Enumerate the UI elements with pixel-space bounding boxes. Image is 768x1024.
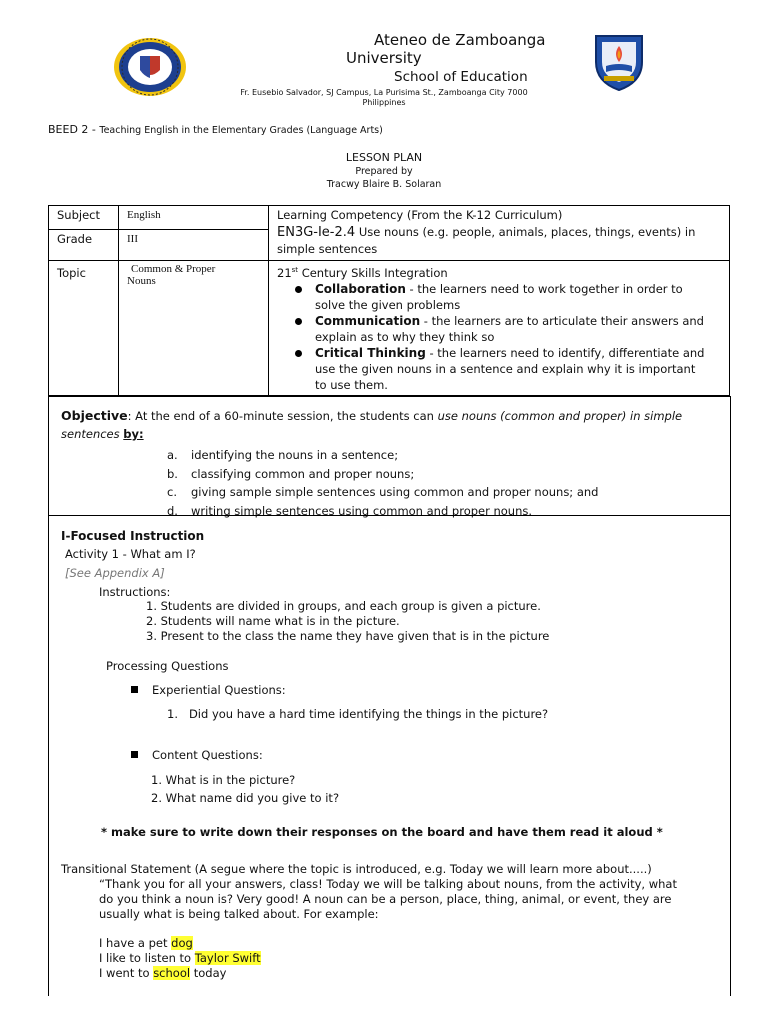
list-item: a. identifying the nouns in a sentence;: [167, 448, 399, 462]
bullet-icon: [295, 286, 302, 293]
competency-cell: [269, 206, 730, 261]
topic-value-line1: Common & Proper: [131, 263, 216, 275]
content-questions-label: Content Questions:: [131, 748, 263, 762]
lesson-info-table: [48, 205, 730, 396]
skill-item: Communication - the learners are to articulate their answers and explain as to why they think so: [277, 313, 721, 345]
skills-cell: [269, 261, 730, 396]
table-row-topic: [49, 261, 730, 396]
example-sentence: I went to school today: [99, 966, 227, 980]
school-of-education-logo: [592, 32, 646, 92]
list-item: d. writing simple sentences using common and proper nouns.: [167, 503, 533, 518]
board-note: * make sure to write down their responses on the board and have them read it aloud *: [101, 825, 663, 839]
competency-text1: Use nouns (e.g. people, animals, places, things, events) in: [358, 225, 696, 239]
university-name-line1: Ateneo de Zamboanga: [374, 31, 546, 49]
subject-value: English: [119, 206, 269, 230]
bullet-icon: [295, 350, 302, 357]
skills-heading: 21st Century Skills Integration: [277, 265, 448, 280]
appendix-note: [See Appendix A]: [65, 566, 165, 580]
lesson-title: LESSON PLAN: [345, 151, 423, 164]
list-item: 2. Students will name what is in the picture.: [146, 614, 400, 628]
list-item: 1. Students are divided in groups, and each group is given a picture.: [146, 599, 541, 613]
topic-value: [119, 261, 269, 396]
university-name-line2: University: [346, 49, 422, 67]
author-name: Tracwy Blaire B. Solaran: [326, 179, 442, 190]
list-item: 3. Present to the class the name they have given that is in the picture: [146, 629, 550, 643]
highlighted-noun: school: [153, 966, 191, 980]
objective-list: [167, 446, 598, 520]
competency-text2: simple sentences: [277, 242, 378, 256]
objective-label: Objective: [61, 408, 128, 423]
competency-code: EN3G-Ie-2.4: [277, 225, 356, 240]
list-item: c. giving sample simple sentences using common and proper nouns; and: [167, 485, 599, 499]
prepared-by-label: Prepared by: [355, 166, 413, 177]
subject-label: Subject: [49, 206, 119, 230]
skill-item: Critical Thinking - the learners need to identify, differentiate and use the given nouns in a sentence and explain why it is important to use them.: [277, 345, 721, 393]
address-line1: Fr. Eusebio Salvador, SJ Campus, La Purisima St., Zamboanga City 7000: [240, 88, 528, 97]
example-sentence: I like to listen to Taylor Swift: [99, 951, 261, 965]
competency-label: Learning Competency (From the K-12 Curriculum): [277, 208, 563, 222]
instruction-box: [48, 515, 731, 996]
transition-heading: Transitional Statement (A segue where the topic is introduced, e.g. Today we will learn more about.....): [61, 862, 652, 876]
topic-value-line2: Nouns: [127, 275, 156, 287]
topic-label: Topic: [49, 261, 119, 396]
grade-value: III: [119, 230, 269, 261]
list-item: b. classifying common and proper nouns;: [167, 466, 415, 481]
skill-item: Collaboration - the learners need to work together in order to solve the given problems: [277, 281, 721, 313]
highlighted-noun: Taylor Swift: [194, 951, 261, 965]
highlighted-noun: dog: [171, 936, 193, 950]
course-line: [48, 123, 383, 136]
instructions-label: Instructions:: [99, 585, 171, 599]
examples: [99, 936, 261, 981]
objective-line1: Objective: At the end of a 60-minute session, the students can use nouns (common and proper) in simple: [61, 408, 683, 423]
experiential-questions-label: Experiential Questions:: [131, 683, 286, 697]
experiential-question: 1. Did you have a hard time identifying the things in the picture?: [167, 707, 549, 721]
grade-label: Grade: [49, 230, 119, 261]
objective-line2: sentences by:: [61, 427, 144, 441]
activity-title: Activity 1 - What am I?: [65, 547, 196, 561]
address-line2: Philippines: [362, 98, 406, 107]
processing-questions-heading: Processing Questions: [106, 659, 229, 673]
square-bullet-icon: [131, 686, 138, 693]
bullet-icon: [295, 318, 302, 325]
example-sentence: I have a pet dog: [99, 936, 193, 950]
instructions-list: [146, 599, 549, 644]
school-name: School of Education: [394, 69, 528, 85]
content-question-1: 1. What is in the picture?: [151, 773, 296, 787]
competency-line1: [277, 224, 721, 241]
transition-paragraph: “Thank you for all your answers, class! Today we will be talking about nouns, from the activity, what do you think a noun is? Very good! A noun can be a person, place, thing, animal, or event, they are usually what is being talked about. For example:: [99, 877, 677, 921]
content-question-2: 2. What name did you give to it?: [151, 791, 340, 805]
table-row-subject: [49, 206, 730, 230]
square-bullet-icon: [131, 751, 138, 758]
objective-box: [48, 396, 731, 516]
course-title: Teaching English in the Elementary Grades (Language Arts): [99, 125, 383, 136]
focused-heading: I-Focused Instruction: [61, 529, 205, 543]
course-code: BEED 2 -: [48, 123, 96, 136]
